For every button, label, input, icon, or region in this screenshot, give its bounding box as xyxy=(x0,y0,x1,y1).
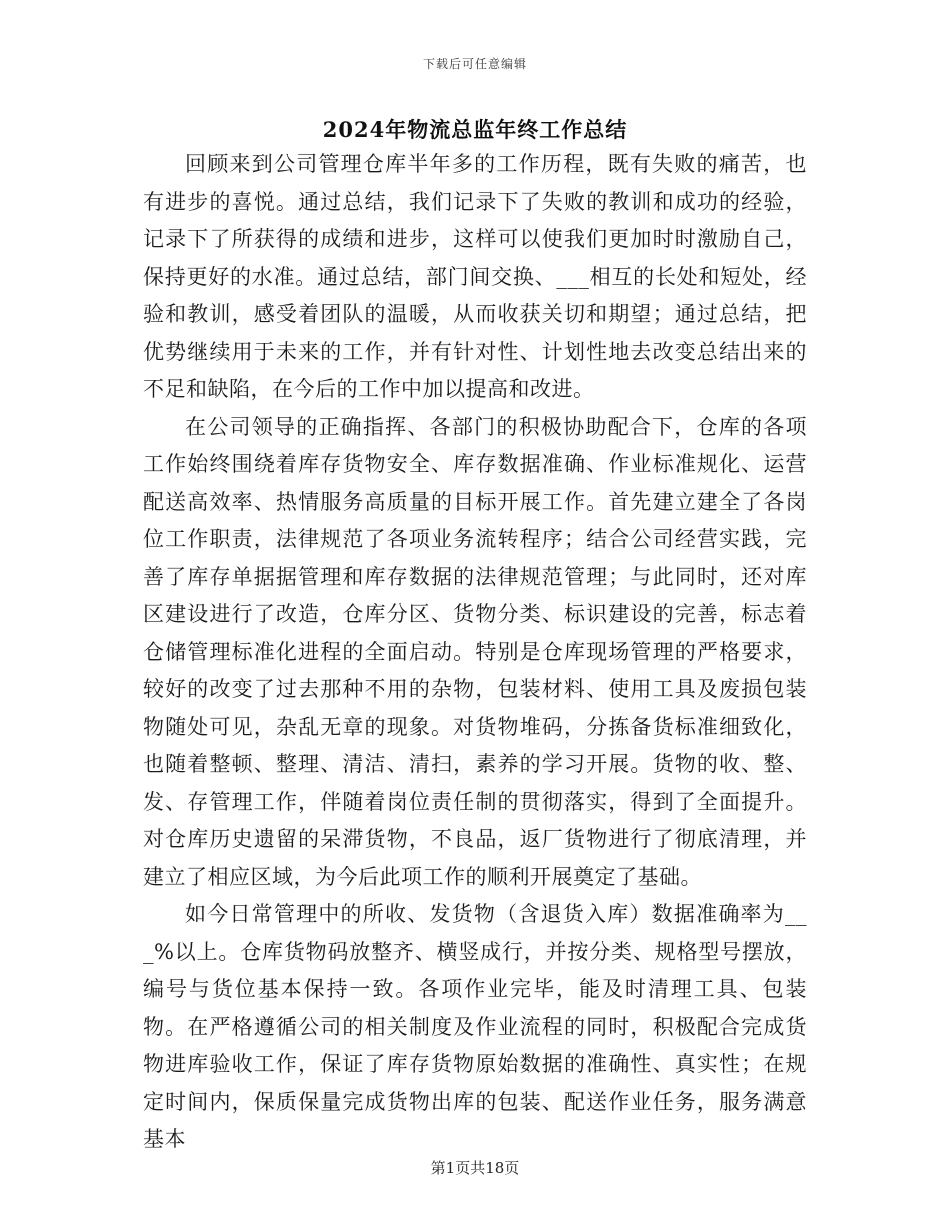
paragraph-3: 如今日常管理中的所收、发货物（含退货入库）数据准确率为___%以上。仓库货物码放整齐、横竖成行，并按分类、规格型号摆放，编号与货位基本保持一致。各项作业完毕，能及时清理工具、包装物。在严格遵循公司的相关制度及作业流程的同时，积极配合完成货物进库验收工作，保证了库存货物原始数据的准确性、真实性；在规定时间内，保质保量完成货物出库的包装、配送作业任务，服务满意基本 xyxy=(143,902,807,1151)
document-body xyxy=(143,146,807,1159)
header-note: 下载后可任意编辑 xyxy=(422,57,527,71)
page-number: 第1页共18页 xyxy=(430,1159,520,1177)
paragraph-1: 回顾来到公司管理仓库半年多的工作历程，既有失败的痛苦，也有进步的喜悦。通过总结，我们记录下了失败的教训和成功的经验，记录下了所获得的成绩和进步，这样可以使我们更加时时激励自己，保持更好的水准。通过总结，部门间交换、___相互的长处和短处，经验和教训，感受着团队的温暖，从而收获关切和期望；通过总结，把优势继续用于未来的工作，并有针对性、计划性地去改变总结出来的不足和缺陷，在今后的工作中加以提高和改进。 xyxy=(143,152,807,401)
paragraph-2: 在公司领导的正确指挥、各部门的积极协助配合下，仓库的各项工作始终围绕着库存货物安全、库存数据准确、作业标准规化、运营配送高效率、热情服务高质量的目标开展工作。首先建立建全了各岗位工作职责，法律规范了各项业务流转程序；结合公司经营实践，完善了库存单据据管理和库存数据的法律规范管理；与此同时，还对库区建设进行了改造，仓库分区、货物分类、标识建设的完善，标志着仓储管理标准化进程的全面启动。特别是仓库现场管理的严格要求，较好的改变了过去那种不用的杂物，包装材料、使用工具及废损包装物随处可见，杂乱无章的现象。对货物堆码，分拣备货标准细致化，也随着整顿、整理、清洁、清扫，素养的学习开展。货物的收、整、发、存管理工作，伴随着岗位责任制的贯彻落实，得到了全面提升。对仓库历史遗留的呆滞货物，不良品，返厂货物进行了彻底清理，并建立了相应区域，为今后此项工作的顺利开展奠定了基础。 xyxy=(143,414,807,889)
document-title: 2024年物流总监年终工作总结 xyxy=(322,117,628,142)
